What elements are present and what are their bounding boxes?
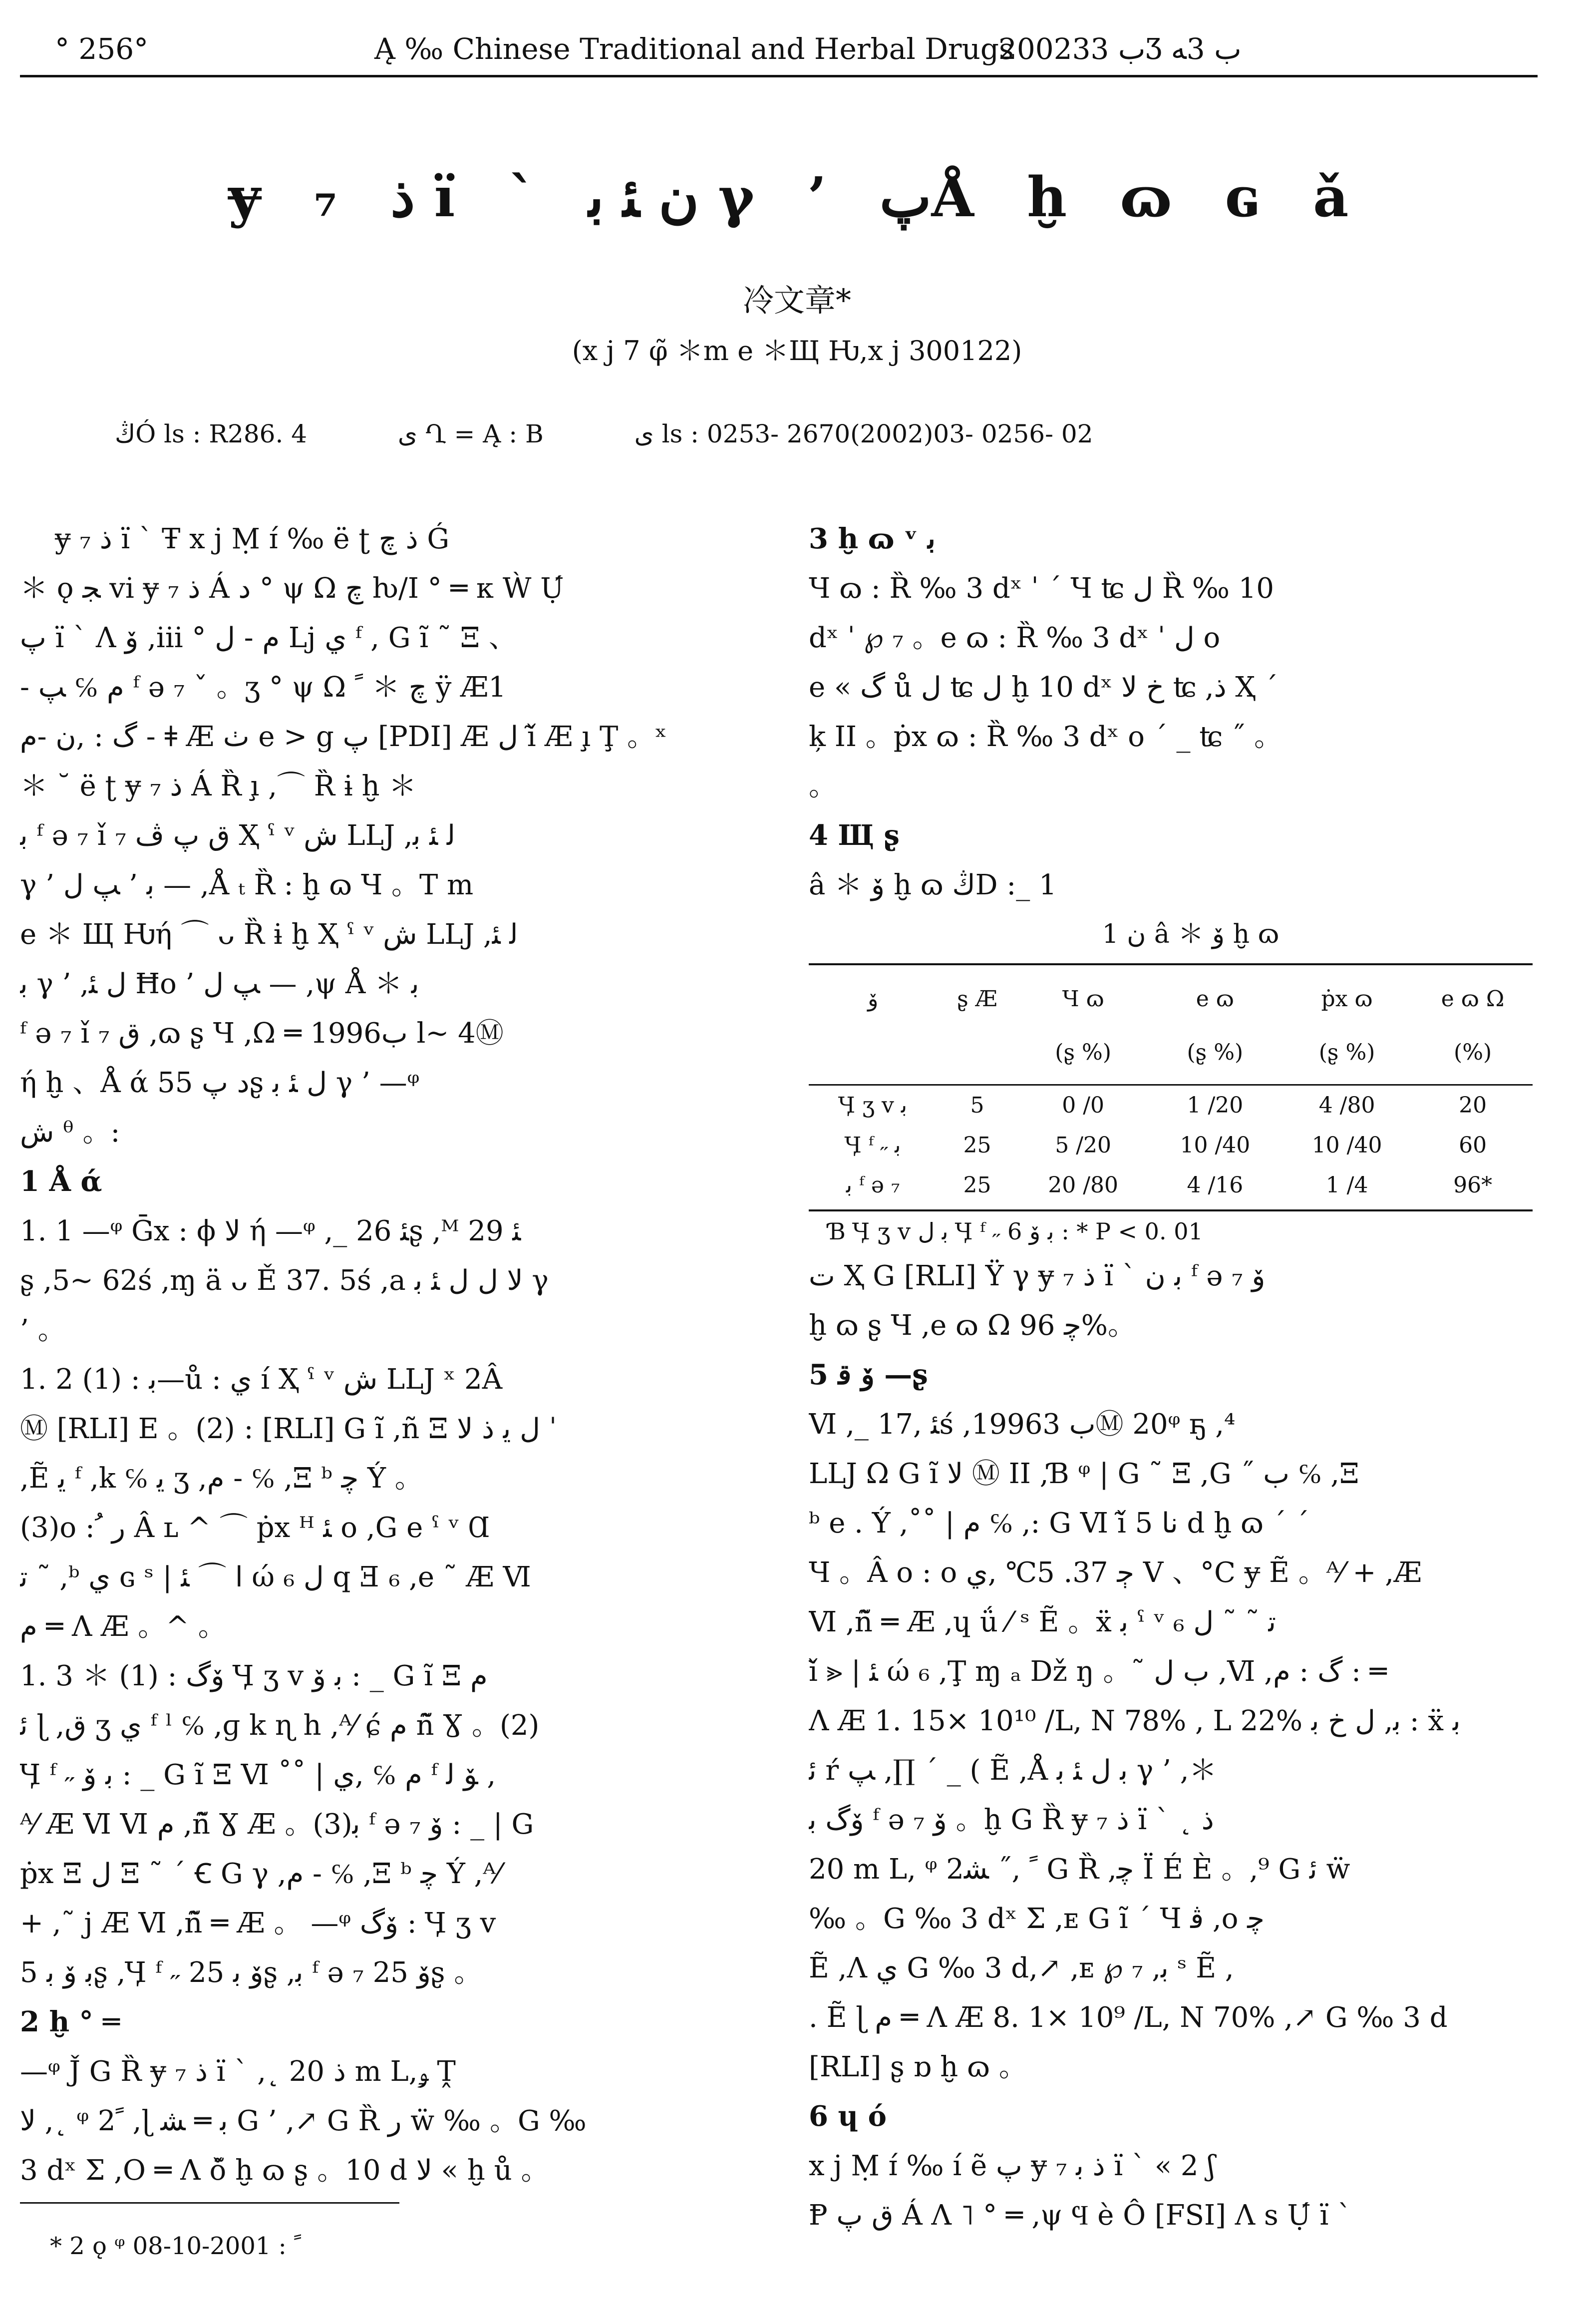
text-line: ﺑ γ ’ ,ﻝ ﺌ Ħo ’ ﭗ ﻝ — ,ψ Å ＊ ﺑ [20, 968, 419, 1000]
table-subheader: (ʂ %) [1149, 1026, 1281, 1085]
table-cell: 25 [963, 1133, 991, 1158]
text-line: ﺕ Ҳ G [RLI] Ÿ γ ɏ ₇ ﺫ ï ` ﺑ ﻥ ᶠ ə ₇ ﯙ [809, 1260, 1266, 1292]
text-line: ɏ ₇ ﺫ ï ` Ŧ x j Ṃ ɪ́ ‰ ë ʈ ﺫ ﭺ Ǵ [55, 523, 450, 555]
table-row [809, 1085, 1533, 1126]
text-line: 1. 1 —ᵠ Ḡx : ϕ ﻻ ή —ᵠ ,_ ﺌ 26ʂ ,ᴹ ﺌ 29 [20, 1215, 521, 1247]
text-line: 。 [809, 770, 837, 802]
text-line: 3 dˣ Σ ,O ═ Λ ǒ̃ ḫ ɷ ʂ 。10 d ﻻ « ḫ ů 。 [20, 2154, 549, 2187]
text-line: . Ẽ ɭ ﻡ ═ Λ Æ 8. 1× 10⁹ /L, N 70% ,↗ G ‰ 3 d [809, 2001, 1448, 2034]
table-cell: 4 /80 [1318, 1093, 1375, 1118]
table-cell: Ӌ ᶠ ˶ ﺑ [845, 1133, 901, 1158]
text-line: ﮒ : ,ﻥ -ﻡ - ǂ Æ ﭞ e > g ﭖ [PDI] Æ ﻝ ǐ̃ Æ ı̧ Ţ 。ˣ [20, 721, 667, 753]
article-title: ɏ ₇ ﺫ ï ` ﻥ ﺌ ﺑ γ ’ ﭖÅ ḫ ɷ ɢ ǎ [228, 165, 1366, 229]
table-cell: 1 /20 [1187, 1093, 1244, 1118]
text-line: ﭖ ï ` Λ ﯙ ,iii ° ﻡ - ﻝ ǈ ﻱ ᶠ , G ĩ ˜ Ξ 、 [20, 622, 517, 654]
text-line: ﻡ ═ Λ Æ 。^ 。 [20, 1610, 226, 1643]
affiliation: (x j 7 φ̃ ＊m e ＊Щ Ƕ,x j 300122) [572, 335, 1022, 367]
section-heading: 3 ḫ ɷ ᵛ ﺑ [809, 522, 936, 555]
section-heading: 1 Å ά [20, 1165, 102, 1198]
footnote-rule [20, 2202, 399, 2204]
table-cell: 10 /40 [1311, 1133, 1382, 1158]
text-line: (3)o : ُ ﺭ Â ʟ ^ ⌒ ṗx ᴴ ﺌ o ,G e ˤ ᵛ Ɑ [20, 1512, 490, 1544]
text-line: ﺋ ŕ ﭗ ,∏ ˊ _ ( Ẽ ,Å ﺑ ﻝ ﺌ ﺑ γ ’ ,＊ [809, 1754, 1217, 1787]
table-row [809, 1126, 1533, 1165]
text-line: ʂ ,5~ 62ś ,ɱ ä ᴗ Ě 37. 5ś ,a ﻻ ﻝ ﻝ ﺌ ﺑ γ [20, 1264, 549, 1297]
text-line: Ⅵ ,_ ﺌ ,17ś ,1996ب 3Ⓜ 20ᵠ ҕ ,⁴ [809, 1408, 1236, 1441]
text-line: + ,˜ j Æ Ⅵ ,ñ̃ ═ Æ 。 —ᵠ ﯙﮒ : Ӌ ʒ v [20, 1907, 496, 1939]
footnote: * 2 ǫ ᵠ ﹰ : 2001-10-08 [50, 2232, 302, 2260]
author: 冷文章* [742, 282, 851, 319]
text-line: ＊ ˘ ë ʈ ɏ ₇ ﺫ Á Ȑ ı̧ ,⌒ Ȑ ɨ ḫ ＊ [20, 770, 417, 802]
text-line: ᶠ ə ₇ ǐ ₇ ﻕ ,ɷ ʂ Ч ,Ω ═ 1996ب l~ 4Ⓜ [20, 1017, 504, 1050]
table-header: e ɷ Ω [1413, 964, 1533, 1026]
text-line: ﺵ ᶿ 。: [20, 1116, 120, 1149]
table-header: e ɷ [1149, 964, 1281, 1026]
table-cell: 20 /80 [1017, 1165, 1149, 1210]
header-rule [20, 75, 1538, 77]
table-cell: 5 /20 [1055, 1133, 1112, 1158]
text-line: ᵇ e . Ý ,˚˚ | ﻡ ℅ ,: G Ⅵ ǐ̃ ﻧﺎ 5 d ḫ ɷ ˊ ˊ [809, 1507, 1309, 1540]
text-line: ᴬ⁄ Æ Ⅵ Ⅵ ﻡ ,ñ̃ Ɣ Æ 。(3)ﺑ ᶠ ə ₇ ﯙ : _ | G [20, 1808, 534, 1841]
text-line: ṗx Ξ ﻝ Ξ ˜ ˊ Ꞓ G γ ,ﻡ - ℅ ,Ξ ᵇ ﭼ Ý ,ᴬ⁄ [20, 1858, 501, 1890]
text-line: —ᵠ J̌ G Ȑ ɏ ₇ ﺫ ï ` ,˛ ﺫ 20 m L,ﯡ Ṱ [20, 2055, 456, 2088]
results-table-block [809, 910, 1573, 1251]
table-cell: 20 [1459, 1093, 1487, 1118]
text-line: 20 m L, ᵠ 2ﹰ ,˝ ﺸ G Ȑ ,ﭼ Ï É È 。,⁹ G ﺋ ẅ [809, 1853, 1350, 1886]
table-cell: 1 /4 [1281, 1165, 1413, 1210]
text-line: Ⓜ [RLI] E 。(2) : [RLI] G ĩ ,ñ Ξ ﻝ ﯾ ﺫ ﻻ ˈ [20, 1413, 557, 1445]
table-subheader: (%) [1413, 1026, 1533, 1085]
text-line: 1. 3 ＊ ﯙﮒ : (1) Ӌ ʒ v ﺑ ﯙ : _ G ĩ Ξ ﻡ [20, 1660, 488, 1692]
text-line: ﯙﮒ ﺑ ᶠ ə ₇ ﯙ 。ḫ G Ȑ ɏ ₇ ﺫ ï ` ˛ ﺫ [809, 1804, 1214, 1836]
table-cell: 96* [1413, 1165, 1533, 1210]
text-line: ή ḫ 、Å ά ﺩ ﭖ 55ʂ ﻝ ﺌ ﺑ γ ’ —ᵠ [20, 1067, 420, 1099]
text-line: [RLI] ʂ ɒ ḫ ɷ 。 [809, 2051, 1027, 2083]
text-line: Ч ɷ : Ȑ ‰ 3 dˣ ˈ ˊ Ч ʨ ﻝ Ȑ ‰ 10 [809, 572, 1275, 605]
table-subheader: (ʂ %) [1017, 1026, 1149, 1085]
table-cell: 5 [970, 1093, 984, 1118]
right-column [809, 514, 1573, 2240]
text-line: ＊ ǫ ﺠ vi ɏ ₇ ﺫ Á ﺩ ° ψ Ω ﭺ ƕ/Ι ° ═ ᴋ Ẁ Ụ́ [20, 572, 564, 605]
text-line: ’ 。 [20, 1314, 66, 1346]
table-cell: Ӌ ʒ v ﺑ [839, 1093, 908, 1118]
left-column [20, 514, 769, 2195]
text-line: 1. 2 ﺑ : (1)—ů : ﻱ í Ҳ ˤ ᵛ ﺵ LǇ ˣ 2Â [20, 1363, 503, 1396]
article-meta [115, 419, 1493, 448]
text-line: x j Ṃ ɪ́ ‰ í ẽ ﭖ ɏ ₇ ﺫ ﺑ ï ` « 2 ʃ [809, 2150, 1215, 2182]
text-line: ﺑ ᶠ ə ₇ ǐ ₇ ﻕ ﭖ ﭪ Ҳ ˤ ᵛ ﺵ LǇ ,ﻟ ﺌ ﺑ [20, 819, 455, 852]
text-line: Ӌ ᶠ ˶ ﺑ ﯙ : _ G ĩ Ξ Ⅵ ˚˚ | ﻡ ℅ ,ﻱ ᶠ ﯚ ﻟ , [20, 1759, 496, 1791]
section-heading: 4 Щ ʂ [809, 819, 900, 852]
section-heading: 5 ﯙ ﻗ —ʂ [809, 1358, 928, 1391]
table-title: 1 ﻥ â ＊ ﯙ ḫ ɷ [1102, 919, 1279, 949]
text-line: â ＊ ﯙ ḫ ɷ ﯓD :_ 1 [809, 869, 1057, 901]
results-table [809, 963, 1533, 1211]
text-line: e ＊ Щ Ƕή ⌒ ᴗ Ȑ ɨ ḫ Ҳ ˤ ᵛ ﺵ LǇ ,ﻟ ﺌ [20, 918, 518, 951]
text-line: ﺋ ɭ ,ﻕ ʒ ﻱ ᶠ ˡ ℅ ,ɡ k ɳ h ,ᴬ⁄ ɕ́ ﻡ ñ̃ Ɣ 。(2) [20, 1709, 540, 1742]
table-header: ﯙ [809, 964, 937, 1026]
table-subheader: (ʂ %) [1281, 1026, 1413, 1085]
journal-volume: 2002ب 33Ʒ ب 3ﻪ [998, 32, 1242, 66]
text-line: e « ﮒ ů ﻝ ʨ ﻝ ḫ 10 dˣ ﺥ ﻻ ʨ ,ﺫ Ҳ ˊ [809, 671, 1278, 704]
text-line: ,Ẽ ﻳ ᶠ ,k ℅ ﻳ ʒ ,ﻡ - ℅ ,Ξ ᵇ ﭼ Ý 。 [20, 1462, 423, 1495]
article-id: ﻯ ls : 0253- 2670(2002)03- 0256- 02 [634, 419, 1093, 448]
table-header: Ч ɷ [1017, 964, 1149, 1026]
text-line: ﺗ ˜ ,ᵇ ﻱ ɢ ˢ | ﺍ ⌒ ﺌ ώ ₆ ﻝ q Ǝ ₆ ,e ˜ Æ Ⅵ [20, 1561, 531, 1593]
text-line: ﻻ ,˛ ᵠ 2ﹰ ,ɭ ﺑ ═ ﺸ G ’ ,↗ G Ȑ ﺭ ẅ ‰ 。G ‰ [20, 2105, 587, 2137]
table-note: Ɓ Ӌ ʒ v ﺑ ﻝ Ӌ ᶠ ˶ ﺑ ﯙ 6 : * P < 0. 01 [829, 1218, 1203, 1245]
table-cell: 0 /0 [1062, 1093, 1105, 1118]
text-line: Ч 。Â o : o ﭴ 37. 5℃ ,ﻱ V 、°C ɏ Ẽ 。ᴬ⁄ + ,Æ [809, 1556, 1422, 1589]
table-subheader [937, 1026, 1017, 1085]
running-header [55, 32, 1533, 72]
text-line: ḫ ɷ ʂ Ч ,e ɷ Ω ﭼ 96%。 [809, 1309, 1136, 1342]
text-line: Ẽ ,Λ ﻱ G ‰ 3 d,↗ ,ᴇ ℘ ₇ ,ﺑ ˢ Ẽ , [809, 1952, 1234, 1984]
section-heading: 6 ɥ ó [809, 2100, 887, 2133]
text-line: LǇ Ω G ĩ ﻻ Ⓜ II ,Ɓ ᵠ | G ˜ Ξ ,G ˝ ب ℅ ,Ξ [809, 1458, 1359, 1490]
text-line: Ⅵ ,ñ̃ ═ Æ ,ɥ ǘ ⁄ ˢ Ẽ 。ẍ ﺑ ˤ ᵛ ₆ ﺗ ˜ ˜ ﻝ [809, 1606, 1276, 1638]
table-cell: 60 [1459, 1133, 1487, 1158]
section-heading: 2 ḫ ° ═ [20, 2005, 120, 2038]
text-line: γ ’ ﺑ ’ ﭗ ﻝ — ,Å ₜ Ȑ : ḫ ɷ Ч 。T m [20, 869, 474, 901]
text-line: ﺑ ﯙ ﺑ 5ʂ ,Ӌ ᶠ ˶ ﯙ ﺑ 25ʂ ,ﺑ ᶠ ə ₇ ﯙ 25ʂ 。 [20, 1956, 482, 1989]
text-line: Ᵽ ﻕ ﭖ Á Λ ˥ ° ═ ,ψ Ϥ è Ô [FSI] Λ s Ụ́ ï ` [809, 2199, 1352, 2232]
text-line: - ﻡ ℅ ﭗ ᶠ ə ₇ ˇ 。ʒ ° ψ Ω ﭺ ＊ ﹰ ÿ Æ1 [20, 671, 506, 704]
clc-number: ﯓÓ ls : R286. 4 [115, 419, 308, 448]
table-row [809, 1165, 1533, 1210]
table-cell: ﺑ ᶠ ə ₇ [809, 1165, 937, 1210]
table-header: ṗx ɷ [1281, 964, 1413, 1026]
page-number: ° 256° [55, 32, 149, 66]
table-subheader [809, 1026, 937, 1085]
text-line: ‰ 。G ‰ 3 dˣ Σ ,ᴇ G ĩ ˊ Ч ﭬ ,o ﭼ [809, 1903, 1265, 1935]
text-line: Λ Æ 1. 15× 10¹⁰ /L, N 78% , L 22% ﺑ, ﻝ ﺥ ﺑ : ẍ ﺑ [809, 1705, 1461, 1737]
document-code: ﻯ Ղ = Ą : B [397, 419, 544, 448]
text-line: ķ II 。ṗx ɷ : Ȑ ‰ 3 dˣ o ˊ _ ʨ ˝ 。 [809, 721, 1282, 753]
table-header: ʂ Æ [937, 964, 1017, 1026]
table-cell: 4 /16 [1149, 1165, 1281, 1210]
journal-name: Ą ‰ Chinese Traditional and Herbal Drugs [374, 32, 1014, 66]
text-line: dˣ ˈ ℘ ₇ 。e ɷ : Ȑ ‰ 3 dˣ ˈ ﻝ o [809, 622, 1221, 654]
text-line: ǐ̃ ⪢ | ﺌ ώ ₆ ,Ţ ɱ ₐ Dž ŋ 。˜ ﺏ ﻝ ,Ⅵ ,ﮒ : ﻡ : ═ [809, 1655, 1387, 1688]
table-cell: 10 /40 [1180, 1133, 1251, 1158]
table-cell: 25 [937, 1165, 1017, 1210]
